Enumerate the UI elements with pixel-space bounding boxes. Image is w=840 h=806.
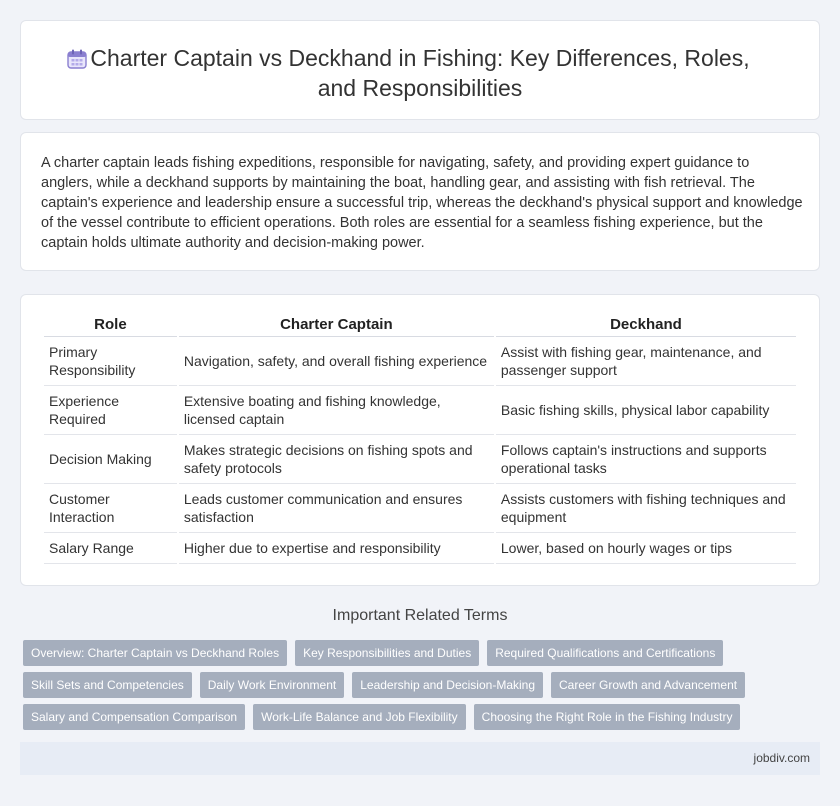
tag-link[interactable]: Salary and Compensation Comparison: [23, 704, 245, 730]
tag-link[interactable]: Required Qualifications and Certifications: [487, 640, 723, 666]
tag-link[interactable]: Leadership and Decision-Making: [352, 672, 543, 698]
comparison-table: [42, 313, 798, 564]
tag-link[interactable]: Key Responsibilities and Duties: [295, 640, 479, 666]
cell-deckhand: Lower, based on hourly wages or tips: [496, 533, 796, 564]
table-row: [44, 337, 796, 386]
cell-charter-captain: Makes strategic decisions on fishing spots and safety protocols: [179, 435, 494, 484]
cell-deckhand: Follows captain's instructions and supports operational tasks: [496, 435, 796, 484]
header-role: Role: [44, 313, 177, 337]
tag-link[interactable]: Daily Work Environment: [200, 672, 344, 698]
cell-role: Customer Interaction: [44, 484, 177, 533]
cell-deckhand: Assist with fishing gear, maintenance, and passenger support: [496, 337, 796, 386]
tag-link[interactable]: Work-Life Balance and Job Flexibility: [253, 704, 466, 730]
table-row: [44, 533, 796, 564]
cell-charter-captain: Extensive boating and fishing knowledge, licensed captain: [179, 386, 494, 435]
footer-bar: [20, 742, 820, 775]
cell-deckhand: Assists customers with fishing techniques and equipment: [496, 484, 796, 533]
table-row: [44, 484, 796, 533]
tag-link[interactable]: Skill Sets and Competencies: [23, 672, 192, 698]
tag-link[interactable]: Choosing the Right Role in the Fishing Industry: [474, 704, 741, 730]
footer-site-link[interactable]: jobdiv.com: [753, 751, 810, 765]
header-deckhand: Deckhand: [496, 313, 796, 337]
related-terms-title: Important Related Terms: [332, 607, 508, 624]
related-terms-tags: [23, 640, 823, 736]
cell-deckhand: Basic fishing skills, physical labor capability: [496, 386, 796, 435]
table-row: [44, 435, 796, 484]
tag-link[interactable]: Overview: Charter Captain vs Deckhand Roles: [23, 640, 287, 666]
page-title-line-2: and Responsibilities: [317, 75, 523, 101]
cell-charter-captain: Higher due to expertise and responsibility: [179, 533, 494, 564]
page-title: [21, 43, 819, 103]
summary-card: [20, 132, 820, 271]
table-header-row: [44, 313, 796, 337]
cell-role: Experience Required: [44, 386, 177, 435]
tag-link[interactable]: Career Growth and Advancement: [551, 672, 745, 698]
tag-row: [23, 672, 823, 698]
cell-role: Decision Making: [44, 435, 177, 484]
header-card: [20, 20, 820, 120]
summary-paragraph: A charter captain leads fishing expeditions, responsible for navigating, safety, and providing expert guidance to anglers, while a deckhand supports by maintaining the boat, handling gear, and assisting with fish retrieval. The captain's experience and leadership ensure a successful trip, whereas the deckhand's physical support and knowledge of the vessel contribute to efficient operations. Both roles are essential for a seamless fishing experience, but the captain holds ultimate authority and decision-making power.: [41, 155, 803, 251]
tag-row: [23, 640, 823, 666]
page-title-line-1: Charter Captain vs Deckhand in Fishing: Key Differences, Roles,: [90, 45, 750, 71]
cell-charter-captain: Navigation, safety, and overall fishing experience: [179, 337, 494, 386]
table-row: [44, 386, 796, 435]
comparison-card: [20, 294, 820, 586]
tag-row: [23, 704, 823, 730]
cell-role: Salary Range: [44, 533, 177, 564]
header-charter-captain: Charter Captain: [179, 313, 494, 337]
cell-role: Primary Responsibility: [44, 337, 177, 386]
cell-charter-captain: Leads customer communication and ensures satisfaction: [179, 484, 494, 533]
